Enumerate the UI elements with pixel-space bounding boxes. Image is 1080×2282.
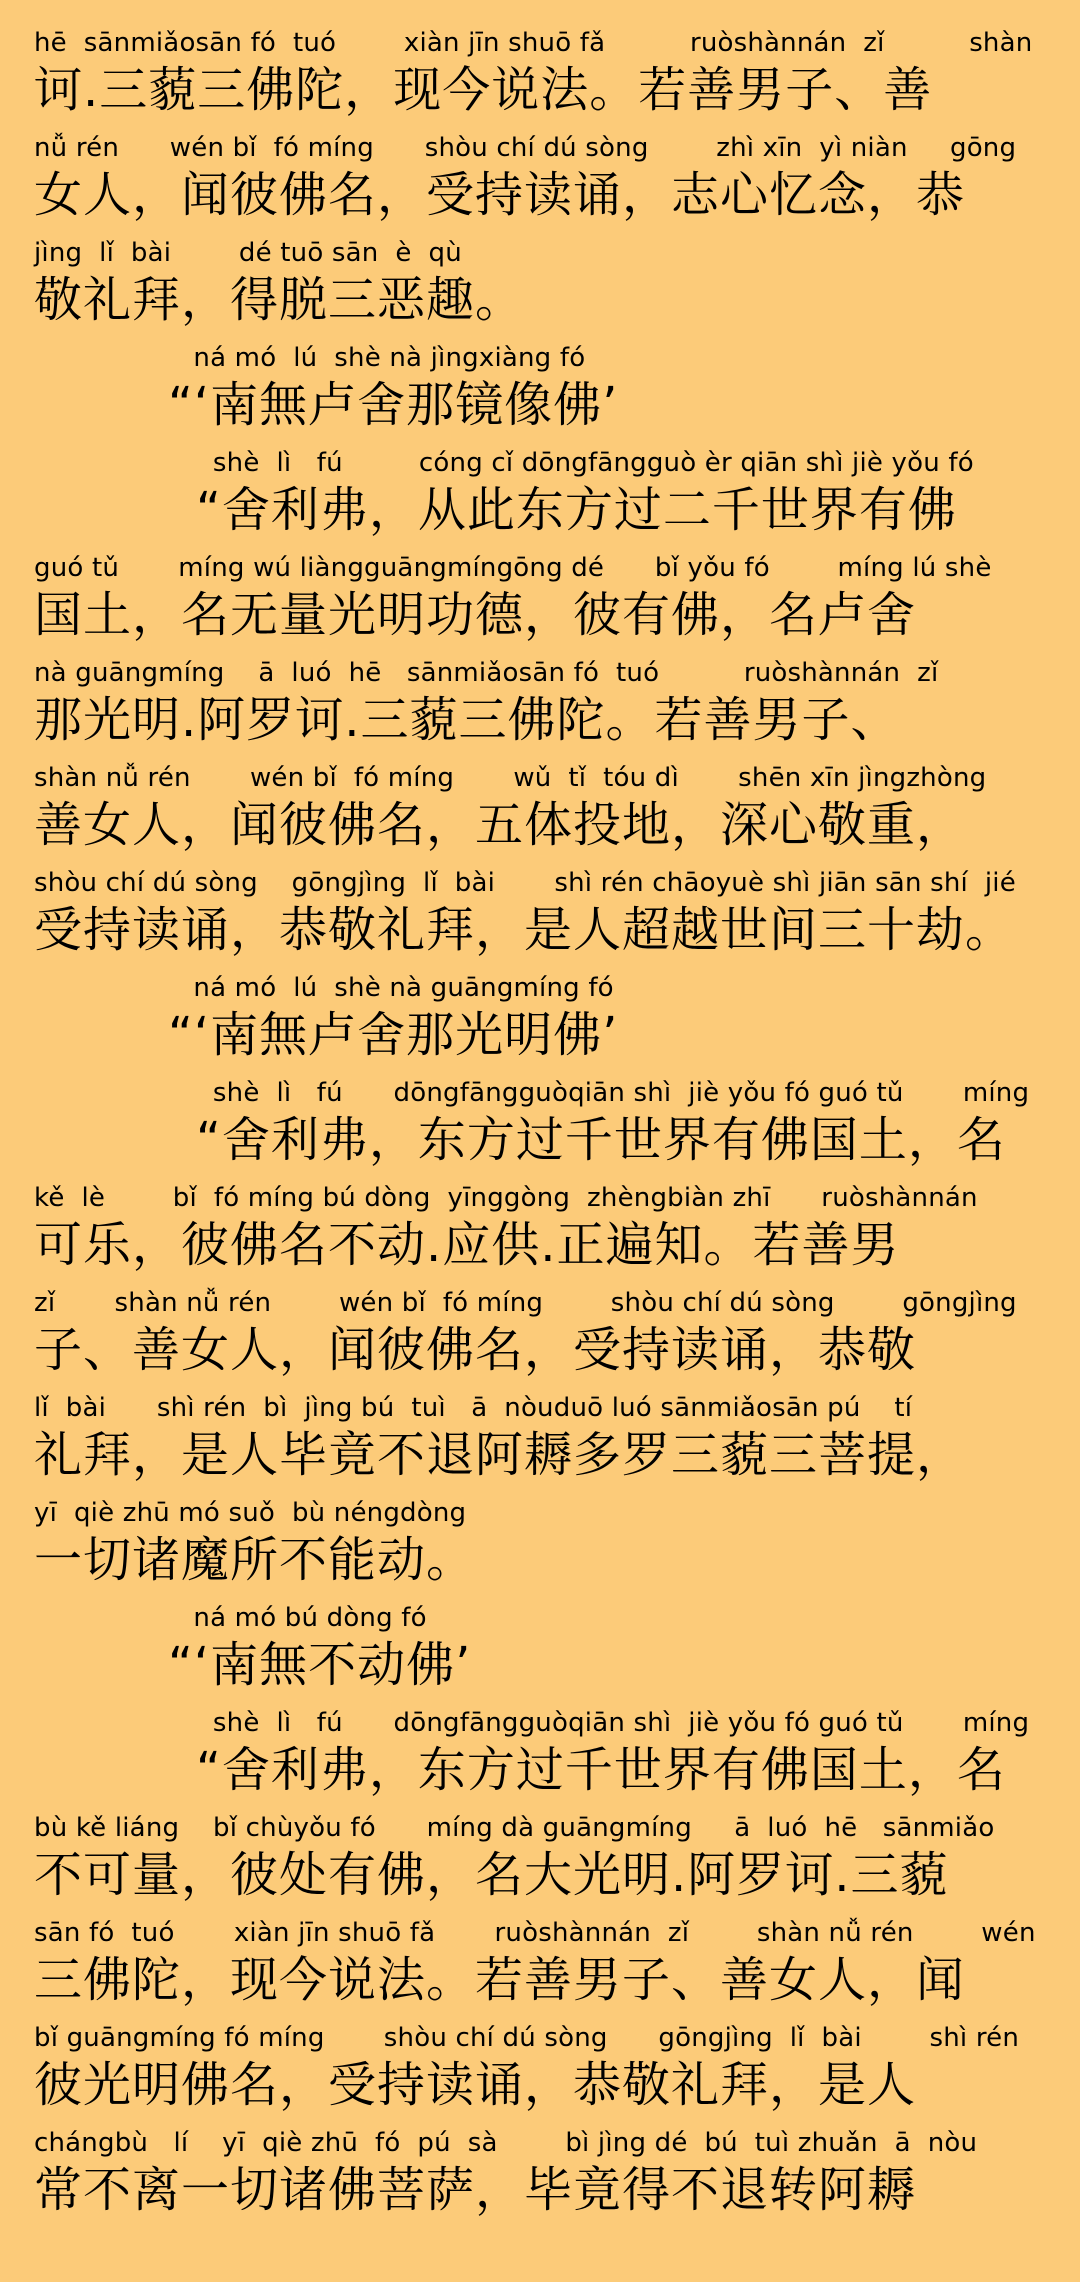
hanzi-text: 子、善女人，闻彼佛名，受持读诵，恭敬 (34, 1322, 917, 1378)
pinyin-text: ná mó lú shè nà jìngxiàng fó (168, 343, 586, 373)
scripture-line (34, 1393, 1064, 1481)
pinyin-text: ná mó lú shè nà guāngmíng fó (168, 973, 614, 1003)
pinyin-text: sān fó tuó xiàn jīn shuō fǎ ruòshànnán zǐ shàn nǚ rén wén (34, 1918, 1036, 1948)
pinyin-text: shè lì fú dōngfāngguòqiān shì jiè yǒu fó guó tǔ míng (196, 1078, 1030, 1108)
scripture-line (168, 343, 1064, 431)
pinyin-text: kě lè bǐ fó míng bú dòng yīnggòng zhèngbiàn zhī ruòshànnán (34, 1183, 978, 1213)
pinyin-text: nǚ rén wén bǐ fó míng shòu chí dú sòng zhì xīn yì niàn gōng (34, 133, 1017, 163)
hanzi-text: 女人，闻彼佛名，受持读诵，志心忆念，恭 (34, 167, 966, 223)
hanzi-text: 礼拜，是人毕竟不退阿耨多罗三藐三菩提， (34, 1427, 966, 1483)
pinyin-text: chángbù lí yī qiè zhū fó pú sà bì jìng dé bú tuì zhuǎn ā nòu (34, 2128, 978, 2158)
pinyin-text: lǐ bài shì rén bì jìng bú tuì ā nòuduō luó sānmiǎosān pú tí (34, 1393, 913, 1423)
pinyin-text: guó tǔ míng wú liàngguāngmíngōng dé bǐ yǒu fó míng lú shè (34, 553, 992, 583)
scripture-line (34, 238, 1064, 326)
hanzi-text: 三佛陀，现今说法。若善男子、善女人，闻 (34, 1952, 966, 2008)
pinyin-text: yī qiè zhū mó suǒ bù néngdòng (34, 1498, 467, 1528)
scripture-line (34, 2023, 1064, 2111)
scripture-line (34, 1498, 1064, 1586)
hanzi-text: 常不离一切诸佛菩萨，毕竟得不退转阿耨 (34, 2162, 917, 2218)
scripture-line (34, 28, 1064, 116)
scripture-line (34, 553, 1064, 641)
hanzi-text: 国土，名无量光明功德，彼有佛，名卢舍 (34, 587, 917, 643)
pinyin-text: zǐ shàn nǚ rén wén bǐ fó míng shòu chí dú sòng gōngjìng (34, 1288, 1017, 1318)
hanzi-text: 敬礼拜，得脱三恶趣。 (34, 272, 525, 328)
scripture-line (34, 2128, 1064, 2216)
pinyin-text: bù kě liáng bǐ chùyǒu fó míng dà guāngmíng ā luó hē sānmiǎo (34, 1813, 995, 1843)
hanzi-text: “舍利弗，东方过千世界有佛国土，名 (196, 1742, 1006, 1798)
hanzi-text: 彼光明佛名，受持读诵，恭敬礼拜，是人 (34, 2057, 917, 2113)
scripture-line (34, 658, 1064, 746)
hanzi-text: 善女人，闻彼佛名，五体投地，深心敬重， (34, 797, 966, 853)
scripture-line (34, 1183, 1064, 1271)
scripture-line (196, 448, 1064, 536)
pinyin-text: shàn nǚ rén wén bǐ fó míng wǔ tǐ tóu dì shēn xīn jìngzhòng (34, 763, 987, 793)
hanzi-text: “‘南無卢舍那光明佛’ (168, 1007, 619, 1063)
hanzi-text: “舍利弗，东方过千世界有佛国土，名 (196, 1112, 1006, 1168)
hanzi-text: 一切诸魔所不能动。 (34, 1532, 476, 1588)
pinyin-text: nà guāngmíng ā luó hē sānmiǎosān fó tuó ruòshànnán zǐ (34, 658, 939, 688)
pinyin-text: ná mó bú dòng fó (168, 1603, 427, 1633)
scripture-line (34, 868, 1064, 956)
scripture-line (34, 1918, 1064, 2006)
scripture-line (34, 133, 1064, 221)
hanzi-text: “舍利弗，从此东方过二千世界有佛 (196, 482, 957, 538)
scripture-line (168, 1603, 1064, 1691)
pinyin-text: jìng lǐ bài dé tuō sān è qù (34, 238, 462, 268)
pinyin-text: bǐ guāngmíng fó míng shòu chí dú sòng gōngjìng lǐ bài shì rén (34, 2023, 1020, 2053)
pinyin-text: shè lì fú dōngfāngguòqiān shì jiè yǒu fó guó tǔ míng (196, 1708, 1030, 1738)
scripture-line (196, 1708, 1064, 1796)
hanzi-text: 那光明.阿罗诃.三藐三佛陀。若善男子、 (34, 692, 900, 748)
scripture-line (34, 1288, 1064, 1376)
pinyin-text: shòu chí dú sòng gōngjìng lǐ bài shì rén chāoyuè shì jiān sān shí jié (34, 868, 1016, 898)
pinyin-text: hē sānmiǎosān fó tuó xiàn jīn shuō fǎ ruòshànnán zǐ shàn (34, 28, 1033, 58)
scripture-line (34, 763, 1064, 851)
hanzi-text: 不可量，彼处有佛，名大光明.阿罗诃.三藐 (34, 1847, 949, 1903)
scripture-line (34, 1813, 1064, 1901)
hanzi-text: 受持读诵，恭敬礼拜，是人超越世间三十劫。 (34, 902, 1015, 958)
hanzi-text: “‘南無卢舍那镜像佛’ (168, 377, 619, 433)
hanzi-text: 可乐，彼佛名不动.应供.正遍知。若善男 (34, 1217, 900, 1273)
hanzi-text: “‘南無不动佛’ (168, 1637, 472, 1693)
hanzi-text: 诃.三藐三佛陀，现今说法。若善男子、善 (34, 62, 933, 118)
scripture-line (168, 973, 1064, 1061)
pinyin-text: shè lì fú cóng cǐ dōngfāngguò èr qiān shì jiè yǒu fó (196, 448, 974, 478)
scripture-line (196, 1078, 1064, 1166)
